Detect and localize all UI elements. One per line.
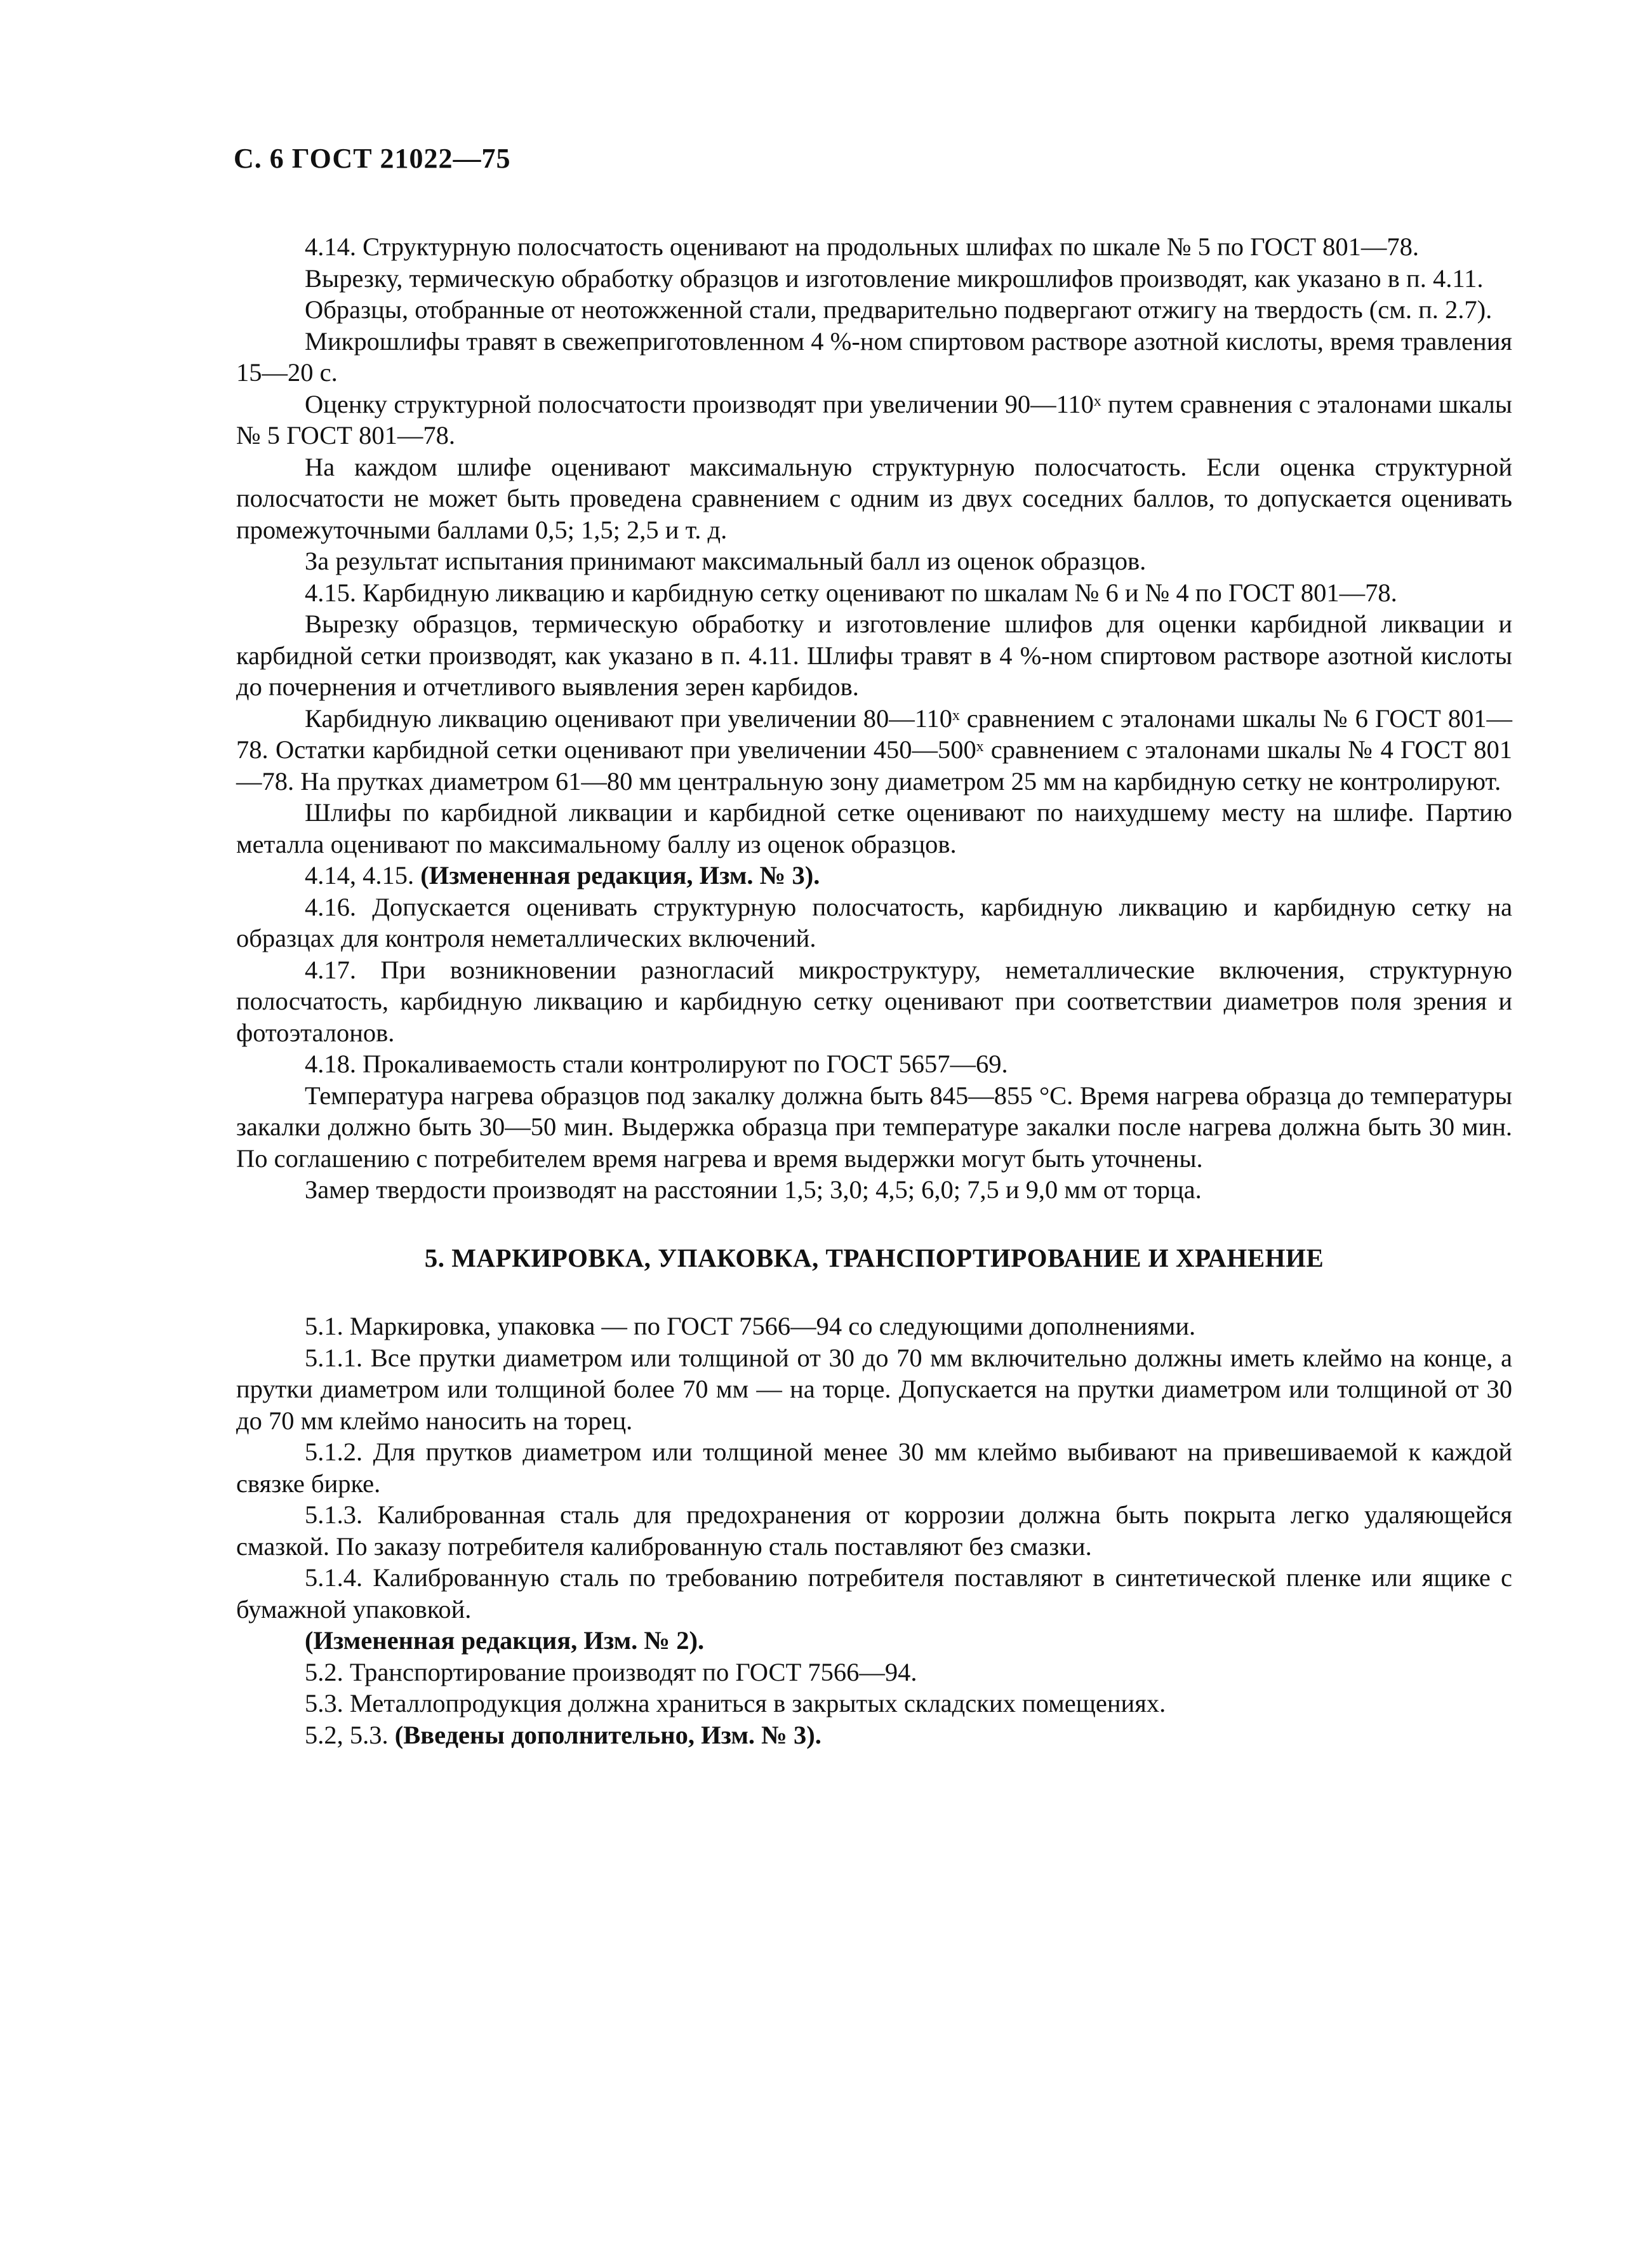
document-body — [236, 231, 1512, 1751]
paragraph: Образцы, отобранные от неотожженной стали, предварительно подвергают отжигу на твердость (см. п. 2.7). — [305, 295, 1493, 324]
paragraph: Температура нагрева образцов под закалку должна быть 845—855 °С. Время нагрева образца до температуры закалки должно быть 30—50 мин. Выдержка образца при температуре закалки после нагрева должна быть 30 мин. По соглашению с потребителем время нагрева и время выдержки могут быть уточнены. — [236, 1081, 1512, 1173]
paragraph-5-2: 5.2. Транспортирование производят по ГОСТ 7566—94. — [305, 1657, 917, 1686]
amendment-text: (Введены дополнительно, Изм. № 3). — [394, 1720, 822, 1749]
paragraph-4-17: 4.17. При возникновении разногласий микроструктуру, неметаллические включения, структурную полосчатость, карбидную ликвацию и карбидную сетку оценивают при соответствии диаметров поля зрения и фотоэталонов. — [236, 955, 1512, 1047]
paragraph: Карбидную ликвацию оценивают при увеличении 80—110ˣ сравнением с эталонами шкалы № 6 ГОСТ 801—78. Остатки карбидной сетки оценивают при увеличении 450—500ˣ сравнением с эталонами шкалы № 4 ГОСТ 801—78. На прутках диаметром 61—80 мм центральную зону диаметром 25 мм на карбидную сетку не контролируют. — [236, 704, 1512, 796]
paragraph: Микрошлифы травят в свежеприготовленном 4 %-ном спиртовом растворе азотной кислоты, время травления 15—20 с. — [236, 326, 1512, 387]
amendment-note — [236, 1625, 1512, 1657]
section-heading: 5. МАРКИРОВКА, УПАКОВКА, ТРАНСПОРТИРОВАНИЕ И ХРАНЕНИЕ — [424, 1243, 1324, 1272]
paragraph: За результат испытания принимают максимальный балл из оценок образцов. — [305, 547, 1147, 575]
amendment-text: (Измененная редакция, Изм. № 3). — [420, 861, 820, 890]
paragraph: На каждом шлифе оценивают максимальную структурную полосчатость. Если оценка структурной полосчатости не может быть проведена сравнением с одним из двух соседних баллов, то допускается оценивать промежуточными баллами 0,5; 1,5; 2,5 и т. д. — [236, 452, 1512, 544]
paragraph-4-14: 4.14. Структурную полосчатость оценивают на продольных шлифах по шкале № 5 по ГОСТ 801—78. — [305, 232, 1419, 261]
paragraph-5-1-3: 5.1.3. Калиброванная сталь для предохранения от коррозии должна быть покрыта легко удаляющейся смазкой. По заказу потребителя калиброванную сталь поставляют без смазки. — [236, 1500, 1512, 1561]
paragraph-5-1: 5.1. Маркировка, упаковка — по ГОСТ 7566—94 со следующими дополнениями. — [305, 1312, 1196, 1340]
amendment-note — [236, 1719, 1512, 1751]
paragraph: Шлифы по карбидной ликвации и карбидной сетке оценивают по наихудшему месту на шлифе. Партию металла оценивают по максимальному баллу из оценок образцов. — [236, 798, 1512, 858]
page-header: С. 6 ГОСТ 21022—75 — [234, 143, 511, 174]
paragraph-5-1-2: 5.1.2. Для прутков диаметром или толщиной менее 30 мм клеймо выбивают на привешиваемой к каждой связке бирке. — [236, 1438, 1512, 1498]
paragraph: Вырезку, термическую обработку образцов и изготовление микрошлифов производят, как указано в п. 4.11. — [305, 263, 1484, 293]
paragraph: Вырезку образцов, термическую обработку и изготовление шлифов для оценки карбидной ликвации и карбидной сетки производят, как указано в п. 4.11. Шлифы травят в 4 %-ном спиртовом растворе азотной кислоты до почернения и отчетливого выявления зерен карбидов. — [236, 610, 1512, 701]
amendment-note — [236, 860, 1512, 891]
paragraph-5-1-1: 5.1.1. Все прутки диаметром или толщиной от 30 до 70 мм включительно должны иметь клеймо на конце, а прутки диаметром или толщиной более 70 мм — на торце. Допускается на прутки диаметром или толщиной от 30 до 70 мм клеймо наносить на торец. — [236, 1343, 1512, 1435]
amendment-text: (Измененная редакция, Изм. № 2). — [305, 1626, 705, 1655]
amendment-ref: 5.2, 5.3. — [305, 1720, 395, 1749]
paragraph-4-15: 4.15. Карбидную ликвацию и карбидную сетку оценивают по шкалам № 6 и № 4 по ГОСТ 801—78. — [305, 578, 1397, 607]
paragraph-4-18: 4.18. Прокаливаемость стали контролируют по ГОСТ 5657—69. — [305, 1050, 1008, 1078]
paragraph: Оценку структурной полосчатости производят при увеличении 90—110ˣ путем сравнения с эталонами шкалы № 5 ГОСТ 801—78. — [236, 389, 1512, 450]
amendment-ref: 4.14, 4.15. — [305, 861, 421, 890]
paragraph-5-1-4: 5.1.4. Калиброванную сталь по требованию потребителя поставляют в синтетической пленке или ящике с бумажной упаковкой. — [236, 1563, 1512, 1624]
paragraph-5-3: 5.3. Металлопродукция должна храниться в закрытых складских помещениях. — [305, 1689, 1166, 1718]
paragraph-4-16: 4.16. Допускается оценивать структурную полосчатость, карбидную ликвацию и карбидную сетку на образцах для контроля неметаллических включений. — [236, 892, 1512, 952]
paragraph: Замер твердости производят на расстоянии 1,5; 3,0; 4,5; 6,0; 7,5 и 9,0 мм от торца. — [305, 1175, 1202, 1204]
